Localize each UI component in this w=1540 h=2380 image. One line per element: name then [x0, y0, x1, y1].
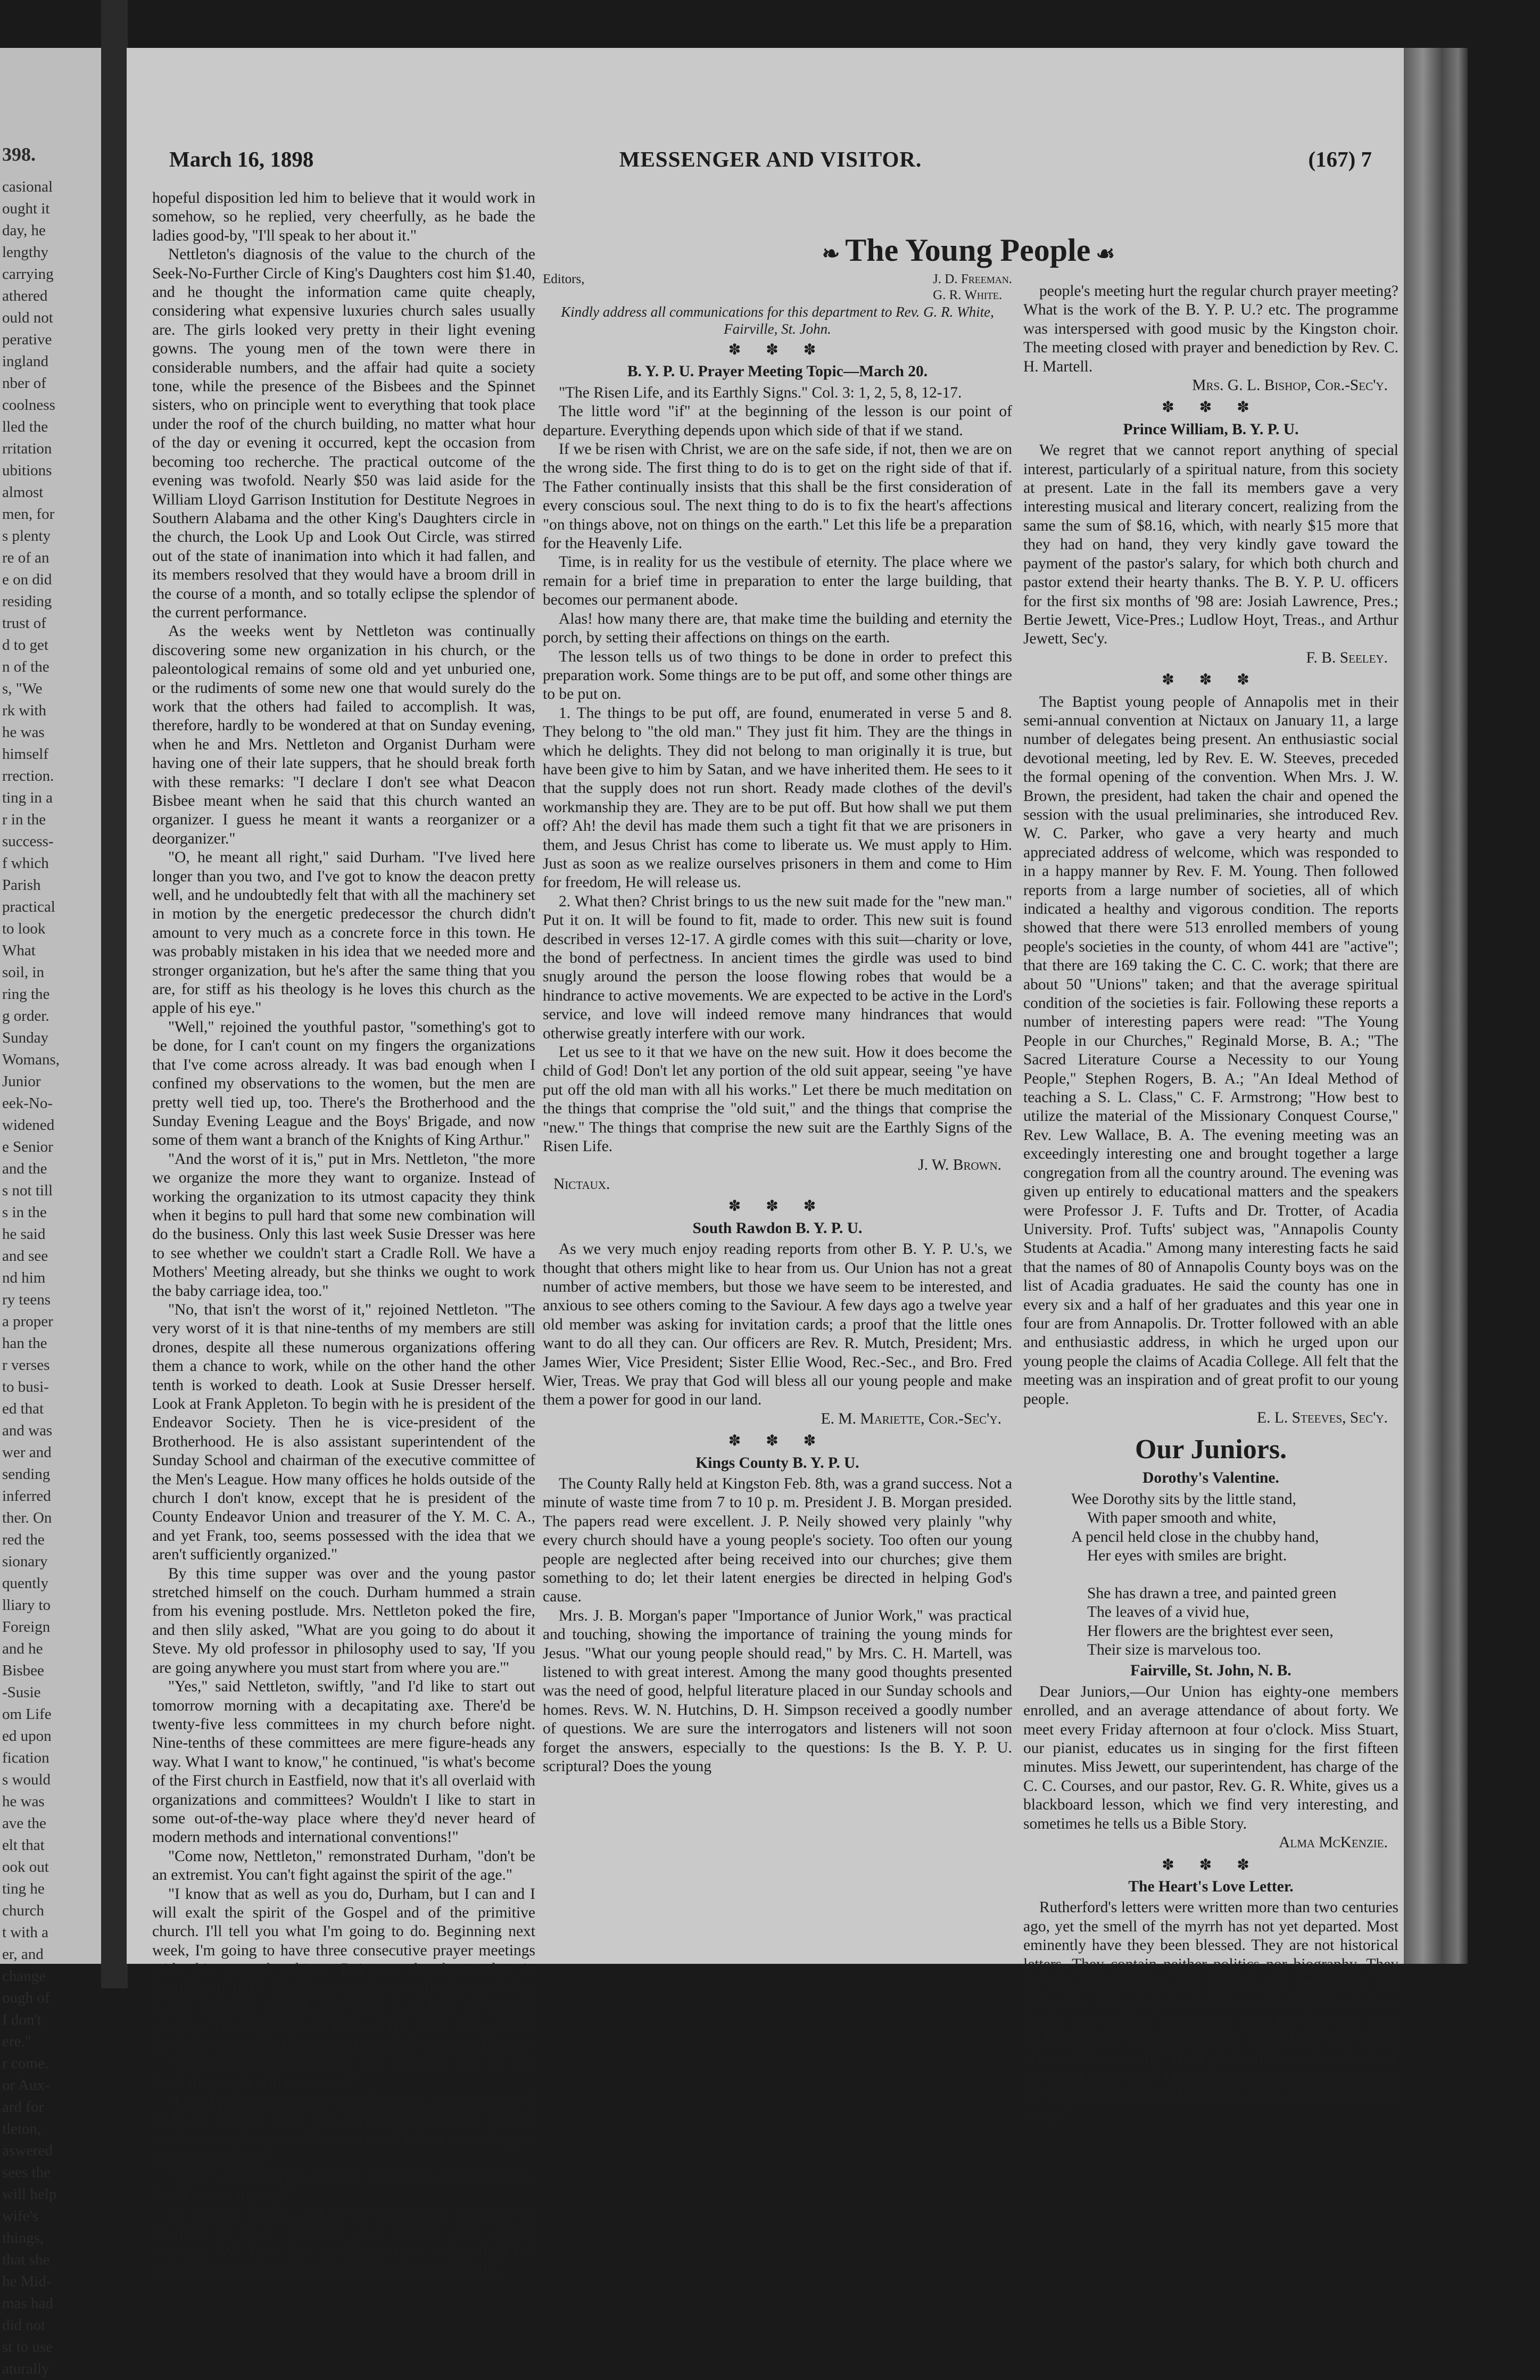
- header-page-number: (167) 7: [1308, 147, 1372, 171]
- poem-line: Her eyes with smiles are bright.: [1087, 1547, 1287, 1564]
- previous-page-line: e on did: [2, 571, 52, 588]
- previous-page-line: he was: [2, 724, 45, 741]
- previous-page-line: ting he: [2, 1880, 45, 1897]
- previous-page-line: residing: [2, 593, 52, 610]
- previous-page-line: Sunday: [2, 1029, 48, 1046]
- previous-page-line: ed that: [2, 1400, 44, 1417]
- previous-page-line: almost: [2, 484, 44, 501]
- topic-paragraph: Alas! how many there are, that make time the building and eternity the porch, by setting their affections on things on the earth.: [543, 610, 1012, 647]
- previous-page-line: Bisbee: [2, 1662, 44, 1679]
- article-paragraph: "Well," said Durham and Mrs. Nettleton, simultaneously, "we'll come, anyway.": [152, 2168, 535, 2204]
- topic-paragraph: If we be risen with Christ, we are on the safe side, if not, then we are on the wrong side. The first thing to do is to get on the right side of that if. The Father continually insists that this shall be the first consideration of every conscious soul. The next thing to do is to fix the heart's affections "on things above, not on things on the earth." Let this life be a preparation for the Heavenly Life.: [543, 441, 1012, 552]
- prince-william-title: Prince William, B. Y. P. U.: [1123, 420, 1299, 438]
- topic-paragraph: 2. What then? Christ brings to us the new suit made for the "new man." Put it on. It will be found to fit, made to order. This new suit is found described in verses 12-17. A girdle comes with this suit—charity or love, the bond of perfectness. In ancient times the girdle was used to bind snugly around the person the loose flowing robes that would be a hindrance to active movements. We are expected to be active in the Lord's service, and love will indeed remove many hindrances that would otherwise greatly interfere with our work.: [543, 892, 1012, 1042]
- poem-line: Their size is marvelous too.: [1087, 1641, 1261, 1659]
- topic-body: [543, 402, 1012, 1156]
- previous-page-line: rritation: [2, 440, 52, 457]
- previous-page-line: Womans,: [2, 1051, 60, 1068]
- rawdon-title: South Rawdon B. Y. P. U.: [692, 1219, 863, 1237]
- previous-page-line: r come.: [2, 2055, 48, 2072]
- article-paragraph: "I shall plead with them," said Nettleton, with intensity. "I shall ask them to come as a personal favor to me, for my soul is wrought up on this matter and I have something to say to my people.": [152, 2093, 535, 2167]
- article-paragraph: "Good enough programme," said Durham, "but do you think the people will come out?": [152, 2055, 535, 2091]
- topic-paragraph: Let us see to it that we have on the new suit. How it does become the child of God! Don't let any portion of the old suit appear, seeing "ye have put off the old man with all his works." Let there be much meditation on the things that comprise the "old suit," and the things that comprise the "new." The things that comprise the new suit are the Earthly Signs of the Risen Life.: [543, 1044, 1012, 1155]
- previous-page-line: nd him: [2, 1269, 46, 1286]
- article-paragraph: "And the worst of it is," put in Mrs. Nettleton, "the more we organize the more they want to organize. Instead of working the organization to its utmost capacity they think when it begins to pull hard that some new combination will do the business. Only this last week Susie Dresser was here to see whether we couldn't start a Cradle Roll. We have a Mothers' Meeting already, but she thinks we ought to work the baby carriage idea, too.": [152, 1150, 535, 1300]
- column-1: [152, 189, 535, 2280]
- signature: E. L. Steeves, Sec'y.: [1257, 1409, 1388, 1426]
- previous-page-line: sending: [2, 1466, 51, 1483]
- previous-page-line: lengthy: [2, 244, 48, 261]
- previous-page-line: lled the: [2, 418, 48, 435]
- previous-page-line: ting in a: [2, 789, 53, 806]
- previous-page-line: s, "We: [2, 680, 43, 697]
- previous-page-line: to look: [2, 920, 46, 937]
- previous-page-line: mas had: [2, 2295, 53, 2312]
- poem-line: The leaves of a vivid hue,: [1087, 1604, 1249, 1621]
- poem-line: Wee Dorothy sits by the little stand,: [1071, 1490, 1296, 1508]
- previous-page-line: to busi-: [2, 1378, 49, 1395]
- article-paragraph: So did the people, and in my fifty years' residence in Eastfield I never attended such solemn and stirring meetings. We have less machinery now in Eastfield but considerably more spiritual power.—Congregationalist.: [152, 2205, 535, 2279]
- topic-reference: "The Risen Life, and its Earthly Signs." Col. 3: 1, 2, 5, 8, 12-17.: [559, 384, 962, 401]
- previous-page-line: g order.: [2, 1007, 49, 1024]
- previous-page-line: I don't: [2, 2011, 42, 2028]
- previous-page-line: quently: [2, 1575, 48, 1592]
- poem-line: A pencil held close in the chubby hand,: [1071, 1528, 1319, 1546]
- previous-page-line: men, for: [2, 506, 55, 523]
- previous-page-line: elt that: [2, 1837, 45, 1854]
- article-paragraph: "Come now, Nettleton," remonstrated Durham, "don't be an extremist. You can't fight against the spirit of the age.": [152, 1847, 535, 1884]
- previous-page-line: han the: [2, 1335, 47, 1352]
- article-paragraph: By this time supper was over and the young pastor stretched himself on the couch. Durham hummed a strain from his evening postlude. Mrs. Nettleton poked the fire, and then slily asked, "What are you going to do about it Steve. My old professor in philosophy used to say, 'If you are going anywhere you must start from where you are.'": [152, 1565, 535, 1676]
- topic-paragraph: The lesson tells us of two things to be done in order to prefect this preparation work. Some things are to be put off, and some other things are to be put on.: [543, 648, 1012, 703]
- heart-letter-text: Rutherford's letters were written more than two centuries ago, yet the smell of the myrrh has not yet departed. Most eminently have they been blessed. They are not historical letters. They contain neither politics nor biography. They are not argumentative, like Pascal's, nor descriptive, like Walpole's. They are pure devotion, a Christian heart's love letters, the outflow of a sweet fountain that sent forth healing waters. Cecil used to call Rutherford, "one of his classics." Baxter said, "Hold off the Bible, and such a book the world never saw." One of his golden sentences gives us the secret of his unusual unction—"The cross gives much to say.": [1023, 1899, 1398, 2123]
- previous-page-line: a proper: [2, 1313, 53, 1330]
- previous-page-line: r verses: [2, 1357, 50, 1374]
- previous-page-line: and the: [2, 1160, 47, 1177]
- previous-page-line: ough of: [2, 1989, 50, 2006]
- previous-page-line: carrying: [2, 266, 54, 283]
- previous-page-line: perative: [2, 331, 52, 348]
- ornament-divider: ✽ ✽ ✽: [1162, 399, 1260, 416]
- kings-title: Kings County B. Y. P. U.: [696, 1454, 859, 1472]
- previous-page-fragment: [0, 48, 101, 2377]
- previous-page-line: inferred: [2, 1488, 51, 1505]
- previous-page-line: fication: [2, 1749, 49, 1766]
- fairville-text: Dear Juniors,—Our Union has eighty-one members enrolled, and an average attendance of about forty. We meet every Friday afternoon at four o'clock. Miss Stuart, our pianist, educates us in singing for the first fifteen minutes. Miss Jewett, our superintendent, has charge of the C. C. Courses, and our pastor, Rev. G. R. White, gives us a blackboard lesson, which we find very interesting, and sometimes he tells us a Bible Story.: [1023, 1683, 1398, 1832]
- previous-page-line: ought it: [2, 200, 50, 217]
- poem: [1071, 1490, 1398, 1660]
- previous-page-line: ther. On: [2, 1509, 52, 1526]
- previous-page-line: s would: [2, 1771, 51, 1788]
- previous-page-line: t with a: [2, 1924, 48, 1941]
- previous-page-line: did not: [2, 2317, 46, 2334]
- newspaper-page: [127, 48, 1404, 2279]
- previous-page-line: day, he: [2, 222, 46, 239]
- rawdon-text: As we very much enjoy reading reports from other B. Y. P. U.'s, we thought that others might like to hear from us. Our Union has not a great number of active members, but those we have seem to be interested, and anxious to see others coming to the Saviour. A few days ago a twelve year old member was asking for invitation cards; a proof that the little ones want to do all they can. Our officers are Rev. R. Mutch, President; Mrs. James Wier, Vice President; Sister Ellie Wood, Rec.-Sec., and Bro. Fred Wier, Treas. We pray that God will bless all our young people and make them a power for good in our land.: [543, 1241, 1012, 1409]
- ornament-divider: ✽ ✽ ✽: [1162, 1856, 1260, 1873]
- previous-page-line: f which: [2, 855, 49, 872]
- previous-page-line: ard for: [2, 2098, 44, 2115]
- previous-page-line: Junior: [2, 1073, 41, 1090]
- previous-page-line: Parish: [2, 877, 41, 894]
- article-paragraph: "O, he meant all right," said Durham. "I've lived here longer than you two, and I've got to know the deacon pretty well, and he undoubtedly felt that with all the machinery set in motion by the energetic predecessor the church didn't amount to very much as a concrete force in this town. He was probably mistaken in his idea that we needed more and stronger organization, but he's after the same thing that you are, for stiff as his theology is he loves this church as the apple of his eye.": [152, 849, 535, 1017]
- column-2: [543, 271, 1012, 1776]
- poem-line: Her flowers are the brightest ever seen,: [1087, 1622, 1334, 1640]
- dateline: Nictaux.: [553, 1175, 610, 1193]
- article-paragraph: As the weeks went by Nettleton was continually discovering some new organization in his church, or the paleontological remains of some old and yet unburied one, or the rudiments of some new one that would surely do the work that the others had failed to accomplish. It was, therefore, hardly to be wondered at that on Sunday evening, when he and Mrs. Nettleton and Organist Durham were having one of their late suppers, that he should break forth with these remarks: "I declare I don't see what Deacon Bisbee meant when he said that this church wanted an organizer. I guess he meant it wants a reorganizer or a deorganizer.": [152, 623, 535, 847]
- page-header: [169, 146, 1372, 178]
- previous-page-line: e Senior: [2, 1138, 53, 1155]
- previous-page-line: that she: [2, 2251, 50, 2268]
- juniors-title: Our Juniors.: [1135, 1434, 1287, 1465]
- editor-name: J. D. Freeman.: [933, 272, 1012, 286]
- previous-page-line: ave the: [2, 1815, 46, 1832]
- previous-page-line: st to use: [2, 2338, 53, 2356]
- previous-page-line: he was: [2, 1793, 45, 1810]
- previous-page-line: ould not: [2, 309, 53, 326]
- previous-page-line: and see: [2, 1247, 48, 1265]
- previous-page-line: and was: [2, 1422, 53, 1439]
- header-title: MESSENGER AND VISITOR.: [619, 147, 922, 171]
- book-gutter: [101, 0, 128, 1988]
- previous-page-line: ingland: [2, 353, 48, 370]
- previous-page-line: s not till: [2, 1182, 53, 1199]
- previous-page-line: n of the: [2, 658, 49, 675]
- previous-page-line: What: [2, 942, 36, 959]
- poem-line: [1071, 1565, 1398, 1584]
- previous-page-line: or Aux-: [2, 2077, 50, 2094]
- column-3: [1023, 282, 1398, 2125]
- previous-page-line: d to get: [2, 637, 48, 654]
- previous-page-line: rk with: [2, 702, 46, 719]
- prince-william-text: We regret that we cannot report anything of special interest, particularly of a spiritual nature, from this society at present. Late in the fall its members gave a very interesting musical and literary concert, realizing from the same the sum of $8.16, which, with nearly $15 more that they had on hand, they very kindly gave toward the payment of the pastor's salary, for which both church and pastor extend their hearty thanks. The B. Y. P. U. officers for the first six months of '98 are: Josiah Lawrence, Pres.; Bertie Jewett, Vice-Pres.; Ludlow Hoyt, Treas., and Arthur Jewett, Sec'y.: [1023, 442, 1398, 648]
- previous-page-line: will help: [2, 2186, 57, 2203]
- ornament-divider: ✽ ✽ ✽: [728, 1433, 827, 1450]
- topic-paragraph: The little word "if" at the beginning of the lesson is our point of departure. Everything depends upon which side of that if we stand.: [543, 403, 1012, 439]
- previous-page-line: wer and: [2, 1444, 52, 1461]
- previous-page-line: nber of: [2, 375, 46, 392]
- previous-page-line: eek-No-: [2, 1095, 53, 1112]
- fairville-title: Fairville, St. John, N. B.: [1130, 1662, 1291, 1680]
- previous-page-line: trust of: [2, 615, 46, 632]
- ornament-divider: ✽ ✽ ✽: [728, 342, 827, 358]
- header-date: March 16, 1898: [169, 147, 314, 171]
- article-paragraph: "No, that isn't the worst of it," rejoined Nettleton. "The very worst of it is that nine-tenths of my members are still drones, despite all these numerous organizations offering them a chance to work, while on the other hand the other tenth is worked to death. Look at Susie Dresser herself. Look at Frank Appleton. To begin with he is president of the Endeavor Society. Then he is vice-president of the Brotherhood. He is also assistant superintendent of the Sunday School and chairman of the executive committee of the Men's League. How many offices he holds outside of the church I don't know, except that he is president of the County Endeavor Union and treasurer of the Y. M. C. A., and yet Frank, too, seems possessed with the idea that we aren't sufficiently organized.": [152, 1301, 535, 1564]
- signature: Alma McKenzie.: [1279, 1834, 1388, 1852]
- previous-page-line: rrection.: [2, 767, 54, 784]
- previous-page-line: red the: [2, 1531, 45, 1548]
- continued-text: people's meeting hurt the regular church prayer meeting? What is the work of the B. Y. P. U.? etc. The programme was interspersed with good music by the Kingston choir. The meeting closed with prayer and benediction by Rev. C. H. Martell.: [1023, 283, 1398, 375]
- ornament-divider: ✽ ✽ ✽: [728, 1198, 827, 1215]
- article-paragraph: "Well," rejoined the youthful pastor, "something's got to be done, for I can't count on my fingers the organizations that I've come across already. It was bad enough when I confined my observations to the women, but the men are pretty well tied up, too. There's the Brotherhood and the Sunday Evening League and the Boys' Brigade, and now some of them want a branch of the Knights of King Arthur.": [152, 1018, 535, 1149]
- editors-block: [543, 271, 1012, 303]
- article-paragraph: Nettleton's diagnosis of the value to the church of the Seek-No-Further Circle of King's Daughters cost him $1.40, and he thought the information came quite cheaply, considering what expensive luxuries church sales usually are. The girls looked very pretty in their light evening gowns. The young men of the town were there in considerable numbers, and the affair had quite a society tone, while the presence of the Bisbees and the Spinnet sisters, who on principle went to everything that took place under the roof of the church building, no matter what hour of the day or evening it occurred, kept the occasion from becoming too recherche. The practical outcome of the evening was twofold. Nearly $50 was laid aside for the William Lloyd Garrison Institution for Destitute Negroes in Southern Alabama and the other King's Daughters circle in the church, the Look Up and Look Out Circle, was stirred out of the state of inanimation into which it had fallen, and its members resolved that they would have a broom drill in the course of a month, and so totally eclipse the splendor of the current performance.: [152, 246, 535, 621]
- poem-line: She has drawn a tree, and painted green: [1087, 1584, 1337, 1602]
- editor-names: [933, 271, 1012, 303]
- previous-page-line: aturally: [2, 2360, 49, 2377]
- previous-page-line: Foreign: [2, 1618, 51, 1635]
- ornament-divider: ✽ ✽ ✽: [1162, 672, 1260, 689]
- previous-page-line: things,: [2, 2229, 44, 2246]
- previous-page-line: ed upon: [2, 1728, 52, 1745]
- previous-page-line: s plenty: [2, 527, 51, 544]
- poem-title: Dorothy's Valentine.: [1142, 1469, 1279, 1487]
- previous-page-line: casional: [2, 178, 53, 195]
- signature: F. B. Seeley.: [1306, 649, 1388, 666]
- signature: J. W. Brown.: [918, 1156, 1001, 1174]
- previous-page-line: sees the: [2, 2164, 51, 2181]
- topic-paragraph: Time, is in reality for us the vestibule of eternity. The place where we remain for a brief time in preparation to enter the large building, that becomes our permanent abode.: [543, 553, 1012, 609]
- editor-name: G. R. White.: [933, 288, 1003, 302]
- previous-page-line: ring the: [2, 986, 50, 1003]
- previous-page-line: church: [2, 1902, 44, 1919]
- previous-page-line: s in the: [2, 1204, 47, 1221]
- previous-page-line: re of an: [2, 549, 49, 566]
- previous-page-line: aswered: [2, 2142, 53, 2159]
- section-title-text: The Young People: [845, 233, 1091, 268]
- topic-paragraph: 1. The things to be put off, are found, enumerated in verse 5 and 8. They belong to "the old man." They just fit him. They are the things in which he delights. They did not belong to man originally it is true, but have been give to him by Satan, and we have inherited them. He sees to it that the supply does not run short. Ready made clothes of the devil's workmanship they are. They are to be put off. But how shall we put them off? Ah! the devil has made them such a tight fit that we are prisoners in them, and Jesus Christ has come to liberate us. We must apply to Him. Just as soon as we realize ourselves prisoners in them and come to Him for freedom, He will release us.: [543, 704, 1012, 891]
- previous-page-line: he Mid-: [2, 2273, 52, 2290]
- poem-line: With paper smooth and white,: [1087, 1509, 1277, 1527]
- previous-page-line: coolness: [2, 396, 55, 414]
- kings-paragraph: Mrs. J. B. Morgan's paper "Importance of Junior Work," was practical and touching, showing the importance of training the young minds for Jesus. "What our young people should read," by Mrs. C. H. Martell, was listened to with great interest. Among the many good thoughts presented was the need of good, helpful literature placed in our Sunday schools and homes. Revs. W. N. Hutchins, D. H. Simpson received a goodly number of questions. We are sure the interrogators and listeners will not soon forget the answers, especially to the questions: Is the B. Y. P. U. scriptural? Does the young: [543, 1607, 1012, 1775]
- kings-body: [543, 1475, 1012, 1776]
- left-ornament-icon: ❧: [822, 242, 846, 266]
- previous-page-line: lliary to: [2, 1597, 51, 1614]
- topic-title: B. Y. P. U. Prayer Meeting Topic—March 20.: [627, 363, 928, 381]
- previous-page-line: ere.": [2, 2033, 31, 2050]
- previous-page-line: er, and: [2, 1946, 44, 1963]
- previous-page-line: -Susie: [2, 1684, 41, 1701]
- previous-page-line: soil, in: [2, 964, 44, 981]
- previous-page-line: om Life: [2, 1706, 52, 1723]
- heart-letter-title: The Heart's Love Letter.: [1128, 1878, 1294, 1895]
- previous-page-line: ry teens: [2, 1291, 51, 1308]
- signature: E. M. Mariette, Cor.-Sec'y.: [821, 1410, 1001, 1427]
- previous-page-line: practical: [2, 898, 55, 915]
- previous-page-line: he said: [2, 1226, 46, 1243]
- previous-page-line: success-: [2, 833, 54, 850]
- previous-page-line: widened: [2, 1117, 55, 1134]
- page-edges: [1404, 48, 1468, 1964]
- kings-paragraph: The County Rally held at Kingston Feb. 8th, was a grand success. Not a minute of waste time from 7 to 10 p. m. President J. B. Morgan presided. The papers read were excellent. J. P. Neily showed very plainly "why every church should have a young people's society. Too often our young people are neglected after being received into our churches; give them something to do; let their latent energies be directed in helping God's cause.: [543, 1475, 1012, 1606]
- previous-page-line: change: [2, 1968, 46, 1985]
- article-paragraph: "I know that as well as you do, Durham, but I can and I will exalt the spirit of the Gospel and of the primitive church. I'll tell you what I'm going to do. Beginning next week, I'm going to have three consecutive prayer meetings with this general subject. Being a church member in Eastfield in 1897. The first evening we will take up—What Is the Christian Church and What Is It For? the second evening, The Christian's Culture of His Inner Life, and on the last evening The Christian's Individual Work for Christ.": [152, 1885, 535, 2053]
- previous-page-header: 398.: [2, 144, 36, 165]
- previous-page-line: himself: [2, 746, 48, 763]
- previous-page-line: athered: [2, 287, 48, 304]
- previous-page-line: wife's: [2, 2208, 39, 2225]
- previous-page-line: sionary: [2, 1553, 48, 1570]
- editors-note: Kindly address all communications for this department to Rev. G. R. White, Fairville, St. John.: [561, 304, 994, 337]
- previous-page-line: r in the: [2, 811, 46, 828]
- previous-page-line: tleton,: [2, 2120, 42, 2137]
- right-ornament-icon: ☙: [1090, 242, 1115, 266]
- editors-label: Editors,: [543, 272, 585, 286]
- article-paragraph: "Yes," said Nettleton, swiftly, "and I'd like to start out tomorrow morning with a decapitating axe. There'd be twenty-five less committees in my church before night. Nine-tenths of these committees are mere figure-heads any way. What I want to know," he continued, "is what's become of the First church in Eastfield, now that it's all overlaid with organizations and committees? Wouldn't I like to start in some out-of-the-way place where they'd never heard of modern methods and international conventions!": [152, 1678, 535, 1846]
- previous-page-line: ubitions: [2, 462, 52, 479]
- annapolis-text: The Baptist young people of Annapolis met in their semi-annual convention at Nictaux on January 11, a large number of delegates being present. An enthusiastic social devotional meeting, led by Rev. E. W. Steeves, preceded the formal opening of the convention. When Mrs. J. W. Brown, the president, had taken the chair and opened the session with the usual preliminaries, she introduced Rev. W. C. Parker, who gave a very hearty and much appreciated address of welcome, which was responded to in a happy manner by Rev. F. M. Young. Then followed reports from a large number of societies, all of which indicated a healthy and vigorous condition. The reports showed that there were 513 enrolled members of young people's societies in the county, of whom 441 are "active"; that there are 169 taking the C. C. C. work; that there are about 50 "Unions" taken; and that the average spiritual condition of the societies is fair. Following these reports a number of interesting papers were read: "The Young People in our Churches," Reginald Morse, B. A.; "The Sacred Literature Course a Necessity to our Young People," Stephen Rogers, B. A.; "An Ideal Method of teaching a S. L. Class," C. F. Armstrong; "How best to utilize the material of the Missionary Conquest Course," Rev. Lew Wallace, B. A. The evening meeting was an exceedingly interesting one and brought together a large congregation from all the country around. The evening was given up entirely to educational matters and the speakers were Professor J. F. Tufts and Dr. Trotter, of Acadia University. Prof. Tufts' subject was, "Annapolis County Students at Acadia." Among many interesting facts he said that the names of 80 of Annapolis County boys was on the list of Acadia graduates. He said the county has one in every six and a half of her graduates and this year one in four are from Annapolis. Dr. Trotter followed with an able and enthusiastic address, in which he urged upon our young people the claims of Acadia College. All felt that the meeting was an inspiration and of great profit to our young people.: [1023, 693, 1398, 1408]
- previous-page-line: ook out: [2, 1858, 49, 1875]
- article-paragraph: hopeful disposition led him to believe that it would work in somehow, so he replied, very cheerfully, as he bade the ladies good-by, "I'll speak to her about it.": [152, 189, 535, 244]
- previous-page-line: and he: [2, 1640, 43, 1657]
- signature: Mrs. G. L. Bishop, Cor.-Sec'y.: [1192, 377, 1388, 394]
- section-title: [543, 232, 1394, 272]
